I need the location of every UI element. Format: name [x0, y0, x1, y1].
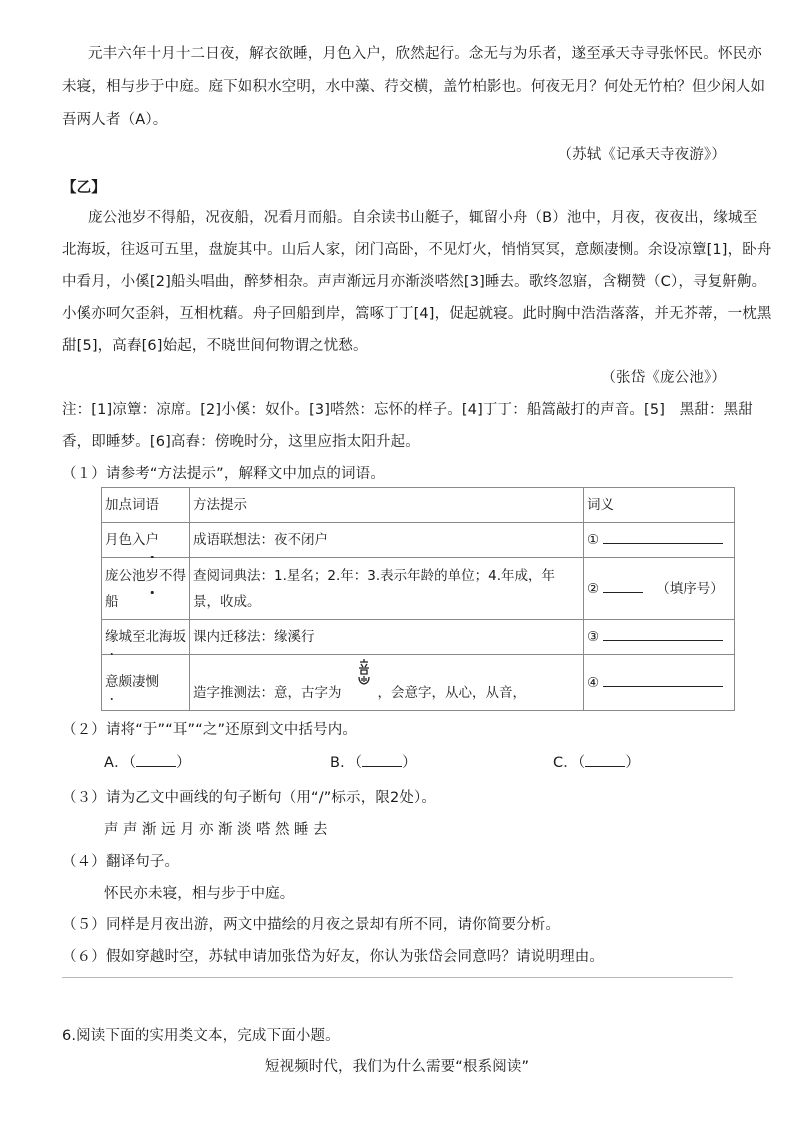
- option-b: B．（ ）: [330, 751, 417, 772]
- dotted-char: 意: [105, 669, 119, 695]
- answer-cell[interactable]: ③: [584, 620, 735, 655]
- notes-line-1: 注：[1]凉簟：凉席。[2]小傒：奴仆。[3]嗒然：忘怀的样子。[4]丁丁：船篙敲打的声音。[5] 黑甜：黑甜: [62, 402, 753, 418]
- jia-line-3: 吾两人者（A）。: [62, 112, 168, 128]
- yi-line-2: 北海坂，往返可五里，盘旋其中。山后人家，闭门高卧，不见灯火，悄悄冥冥，意颇凄恻。余设凉簟[1]，卧舟: [62, 242, 772, 258]
- word-cell: 意颇凄恻: [102, 655, 190, 711]
- dotted-char: 缘: [105, 624, 119, 650]
- question-4-sentence: 怀民亦未寝，相与步于中庭。: [104, 886, 295, 902]
- option-a: A．（ ）: [104, 751, 191, 772]
- method-cell: 查阅词典法：1.星名；2.年：3.表示年龄的单位；4.年成，年景，收成。: [190, 558, 584, 620]
- section-6-prompt: 6.阅读下面的实用类文本，完成下面小题。: [62, 1028, 340, 1044]
- option-c: C．（ ）: [553, 751, 640, 772]
- question-5-prompt: （５）同样是月夜出游，两文中描绘的月夜之景却有所不同，请你简要分析。: [62, 917, 561, 933]
- method-cell: 成语联想法：夜不闭户: [190, 523, 584, 558]
- yi-line-4: 小傒亦呵欠歪斜，互相枕藉。舟子回船到岸，篙啄丁丁[4]，促起就寝。此时胸中浩浩落落，并无芥蒂，一枕黑: [62, 306, 772, 322]
- yi-heading: 【乙】: [62, 180, 106, 196]
- answer-blank[interactable]: [603, 529, 723, 544]
- question-2-prompt: （２）请将“于”“耳”“之”还原到文中括号内。: [62, 722, 358, 738]
- section-divider: [62, 977, 733, 978]
- jia-source: （苏轼《记承天寺夜游》）: [557, 147, 726, 163]
- table-row: [102, 523, 735, 558]
- table-header-cell: 词义: [584, 488, 735, 523]
- yi-line-1: 庞公池岁不得船，况夜船，况看月而船。自余读书山艇子，辄留小舟（B）池中，月夜，夜夜出，缘城至: [88, 210, 758, 226]
- method-cell: 课内迁移法：缘溪行: [190, 620, 584, 655]
- notes-line-2: 香，即睡梦。[6]高舂：傍晚时分，这里应指太阳升起。: [62, 434, 420, 450]
- answer-blank[interactable]: [603, 578, 643, 593]
- yi-source: （张岱《庞公池》）: [601, 370, 726, 386]
- gloss-table: [101, 487, 735, 711]
- blank-b[interactable]: [362, 752, 402, 767]
- dotted-char: 岁: [146, 563, 160, 589]
- question-3-sentence: 声声渐远月亦渐淡嗒然睡去: [104, 822, 332, 838]
- dotted-char: 户: [146, 527, 160, 553]
- yi-line-5: 甜[5]，高舂[6]始起，不晓世间何物谓之忧愁。: [62, 338, 368, 354]
- blank-a[interactable]: [136, 752, 176, 767]
- table-row: [102, 558, 735, 620]
- method-cell: 造字推测法：意，古字为 ，会意字，从心，从音，: [190, 655, 584, 711]
- article-title: 短视频时代，我们为什么需要“根系阅读”: [264, 1059, 530, 1075]
- blank-c[interactable]: [585, 752, 625, 767]
- answer-blank[interactable]: [603, 672, 723, 687]
- answer-cell[interactable]: ④: [584, 655, 735, 711]
- question-4-prompt: （４）翻译句子。: [62, 854, 180, 870]
- ancient-glyph-icon: [356, 658, 372, 688]
- table-header-row: [102, 488, 735, 523]
- answer-cell[interactable]: ①: [584, 523, 735, 558]
- jia-line-1: 元丰六年十月十二日夜，解衣欲睡，月色入户，欣然起行。念无与为乐者，遂至承天寺寻张怀民。怀民亦: [88, 46, 762, 62]
- word-cell: 月色入户: [102, 523, 190, 558]
- jia-line-2: 未寝，相与步于中庭。庭下如积水空明，水中藻、荇交横，盖竹柏影也。何夜无月？何处无竹柏？但少闲人如: [62, 79, 766, 95]
- word-cell: 缘城至北海坂: [102, 620, 190, 655]
- table-row: [102, 620, 735, 655]
- question-1-prompt: （１）请参考“方法提示”，解释文中加点的词语。: [62, 466, 385, 482]
- answer-blank[interactable]: [603, 626, 723, 641]
- answer-cell[interactable]: ② （填序号）: [584, 558, 735, 620]
- question-6-prompt: （６）假如穿越时空，苏轼申请加张岱为好友，你认为张岱会同意吗？请说明理由。: [62, 949, 605, 965]
- table-header-cell: 加点词语: [102, 488, 190, 523]
- table-header-cell: 方法提示: [190, 488, 584, 523]
- table-row: [102, 655, 735, 711]
- word-cell: 庞公池岁不得船: [102, 558, 190, 620]
- question-3-prompt: （３）请为乙文中画线的句子断句（用“/”标示，限2处）。: [62, 790, 437, 806]
- yi-line-3: 中看月，小傒[2]船头唱曲，醉梦相杂。声声渐远月亦渐淡嗒然[3]睡去。歌终忽寤，含糊赞（C），寻复鼾齁。: [62, 274, 767, 290]
